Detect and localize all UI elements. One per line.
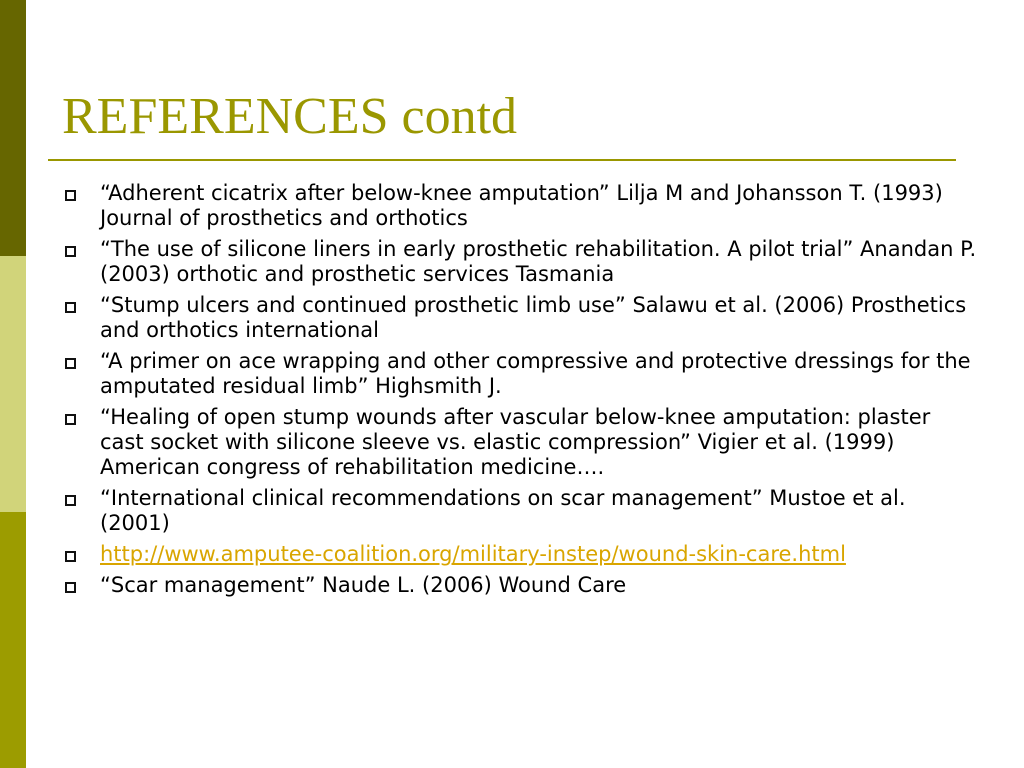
reference-item bbox=[100, 237, 980, 287]
square-bullet-icon bbox=[65, 495, 76, 506]
square-bullet-icon bbox=[65, 190, 76, 201]
reference-list bbox=[100, 181, 980, 604]
square-bullet-icon bbox=[65, 582, 76, 593]
reference-item bbox=[100, 405, 980, 480]
sidebar-accent-top bbox=[0, 0, 26, 256]
title-divider bbox=[48, 159, 956, 161]
reference-text: “The use of silicone liners in early prosthetic rehabilitation. A pilot trial” Anandan P. (2003) orthotic and prosthetic services Tasmania bbox=[100, 237, 977, 286]
reference-item bbox=[100, 573, 980, 598]
reference-text: “International clinical recommendations on scar management” Mustoe et al. (2001) bbox=[100, 486, 906, 535]
reference-item bbox=[100, 542, 980, 567]
reference-item bbox=[100, 486, 980, 536]
reference-text: “Stump ulcers and continued prosthetic limb use” Salawu et al. (2006) Prosthetics and orthotics international bbox=[100, 293, 967, 342]
sidebar-accent-bottom bbox=[0, 512, 26, 768]
reference-item bbox=[100, 293, 980, 343]
reference-text: “Healing of open stump wounds after vascular below-knee amputation: plaster cast socket with silicone sleeve vs. elastic compression” Vigier et al. (1999) American congress of rehabilitation medicine…. bbox=[100, 405, 931, 479]
reference-text: “A primer on ace wrapping and other compressive and protective dressings for the amputated residual limb” Highsmith J. bbox=[100, 349, 971, 398]
reference-link[interactable]: http://www.amputee-coalition.org/military-instep/wound-skin-care.html bbox=[100, 542, 846, 566]
reference-text: “Scar management” Naude L. (2006) Wound Care bbox=[100, 573, 627, 597]
square-bullet-icon bbox=[65, 358, 76, 369]
square-bullet-icon bbox=[65, 302, 76, 313]
sidebar-accent-middle bbox=[0, 256, 26, 512]
reference-item bbox=[100, 181, 980, 231]
square-bullet-icon bbox=[65, 246, 76, 257]
reference-item bbox=[100, 349, 980, 399]
reference-text: “Adherent cicatrix after below-knee amputation” Lilja M and Johansson T. (1993) Journal of prosthetics and orthotics bbox=[100, 181, 943, 230]
slide-title: REFERENCES contd bbox=[62, 88, 518, 145]
square-bullet-icon bbox=[65, 551, 76, 562]
square-bullet-icon bbox=[65, 414, 76, 425]
